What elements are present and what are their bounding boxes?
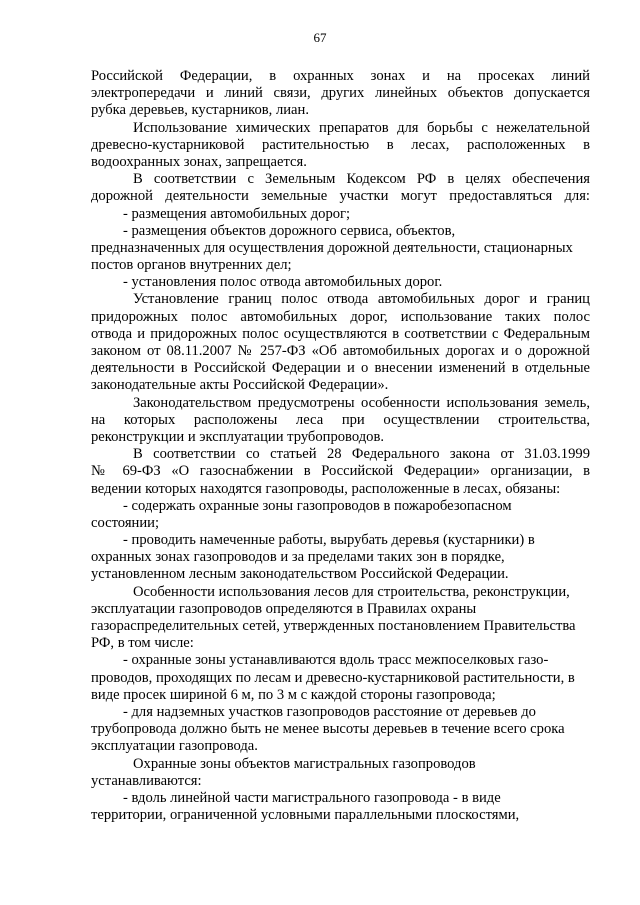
text-line: Установление границ полос отвода автомобильных дорог и границ: [133, 291, 590, 308]
text-line: газораспределительных сетей, утвержденных постановлением Правительства: [91, 618, 576, 634]
text-line: древесно-кустарниковой растительностью в лесах, расположенных в: [91, 136, 590, 153]
text-line: отвода и придорожных полос осуществляются в соответствии с Федеральным: [91, 325, 590, 342]
text-line: В соответствии с Земельным Кодексом РФ в целях обеспечения: [133, 171, 590, 188]
text-line: - размещения автомобильных дорог;: [123, 205, 351, 222]
text-line: Использование химических препаратов для борьбы с нежелательной: [133, 119, 590, 136]
text-line: законом от 08.11.2007 № 257-ФЗ «Об автомобильных дорогах и о дорожной: [91, 343, 590, 359]
text-line: В соответствии со статьей 28 Федерального закона от 31.03.1999: [133, 446, 590, 463]
text-line: рубка деревьев, кустарников, лиан.: [91, 102, 309, 119]
text-line: эксплуатации газопровода.: [91, 738, 258, 755]
text-line: законодательные акты Российской Федерации».: [91, 377, 389, 394]
text-line: - проводить намеченные работы, вырубать деревья (кустарники) в: [123, 532, 535, 549]
text-line: устанавливаются:: [91, 772, 202, 789]
text-line: Особенности использования лесов для строительства, реконструкции,: [133, 583, 570, 600]
text-line: трубопровода должно быть не менее высоты деревьев в течение всего срока: [91, 721, 565, 738]
text-line: РФ, в том числе:: [91, 635, 194, 652]
text-line: состоянии;: [91, 514, 160, 531]
text-line: деятельности в Российской Федерации и о внесении изменений в отдельные: [91, 360, 590, 377]
text-line: - охранные зоны устанавливаются вдоль трасс межпоселковых газо-: [123, 652, 549, 669]
text-line: Законодательством предусмотрены особенности использования земель,: [133, 394, 590, 411]
text-line: - размещения объектов дорожного сервиса, объектов,: [123, 222, 456, 239]
text-line: Российской Федерации, в охранных зонах и на просеках линий: [91, 68, 590, 84]
text-line: проводов, проходящих по лесам и древесно-кустарниковой растительности, в: [91, 669, 575, 686]
text-line: электропередачи и линий связи, других линейных объектов допускается: [91, 85, 590, 102]
text-line: установленном лесным законодательством Российской Федерации.: [91, 566, 509, 583]
text-line: эксплуатации газопроводов определяются в Правилах охраны: [91, 600, 477, 617]
text-line: виде просек шириной 6 м, по 3 м с каждой стороны газопровода;: [91, 686, 496, 703]
text-line: придорожных полос автомобильных дорог, использование таких полос: [91, 308, 590, 325]
text-line: - вдоль линейной части магистрального газопровода - в виде: [123, 789, 501, 806]
text-line: реконструкции и эксплуатации трубопроводов.: [91, 428, 384, 445]
text-line: на которых расположены леса при осуществлении строительства,: [91, 411, 590, 428]
text-line: предназначенных для осуществления дорожной деятельности, стационарных: [91, 239, 573, 256]
text-line: ведении которых находятся газопроводы, расположенные в лесах, обязаны:: [91, 480, 561, 497]
text-line: - содержать охранные зоны газопроводов в пожаробезопасном: [123, 497, 512, 514]
text-line: № 69-ФЗ «О газоснабжении в Российской Федерации» организации, в: [91, 463, 590, 480]
text-line: Охранные зоны объектов магистральных газопроводов: [133, 755, 476, 772]
document-body: [91, 68, 590, 824]
page-number: 67: [313, 30, 327, 45]
text-line: водоохранных зонах, запрещается.: [91, 153, 307, 170]
text-line: охранных зонах газопроводов и за пределами таких зон в порядке,: [91, 549, 505, 566]
text-line: - для надземных участков газопроводов расстояние от деревьев до: [123, 703, 536, 720]
text-line: территории, ограниченной условными параллельными плоскостями,: [91, 807, 520, 824]
text-line: - установления полос отвода автомобильных дорог.: [123, 274, 443, 291]
text-line: постов органов внутренних дел;: [91, 257, 292, 274]
text-line: дорожной деятельности земельные участки могут предоставляться для:: [91, 188, 590, 205]
